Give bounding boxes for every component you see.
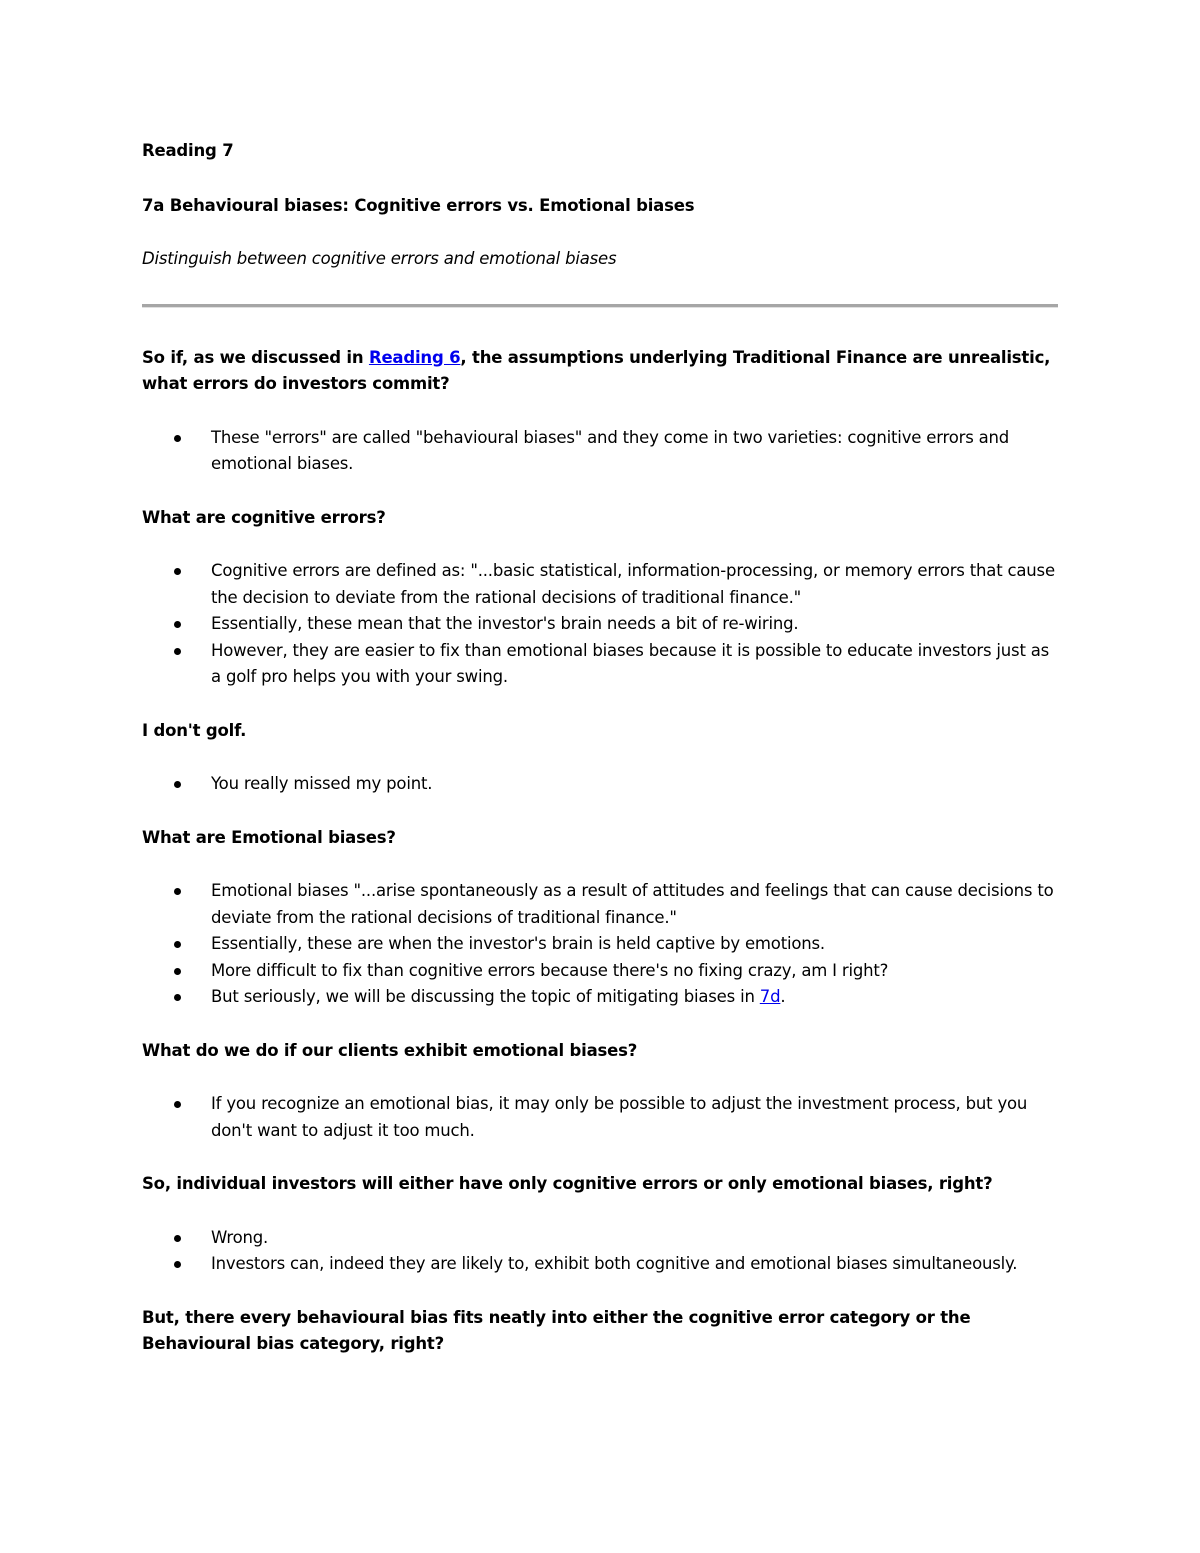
list-item — [142, 558, 1062, 611]
cognitive-bullet-list — [142, 558, 1062, 691]
list-item-text: More difficult to fix than cognitive errors because there's no fixing crazy, am I right? — [211, 960, 889, 980]
bullet-icon — [174, 1235, 181, 1242]
bullet-icon — [174, 941, 181, 948]
list-item-text: Investors can, indeed they are likely to, exhibit both cognitive and emotional biases simultaneously. — [211, 1254, 1018, 1273]
list-item — [142, 1225, 1062, 1252]
intro-bullet-list — [142, 425, 1062, 478]
bullet-icon — [174, 435, 181, 442]
section-title: 7a Behavioural biases: Cognitive errors vs. Emotional biases — [142, 195, 695, 215]
list-item-text: Essentially, these are when the investor's brain is held captive by emotions. — [211, 934, 825, 953]
bullet-icon — [174, 1261, 181, 1268]
list-item — [142, 425, 1062, 478]
list-item — [142, 1091, 1062, 1144]
list-item-text-before: But seriously, we will be discussing the topic of mitigating biases in — [211, 987, 760, 1006]
clients-bullet-list — [142, 1091, 1062, 1144]
reading-6-link[interactable]: Reading 6 — [368, 347, 461, 367]
reading-number: Reading 7 — [142, 141, 234, 160]
question-bias-category: But, there every behavioural bias fits neatly into either the cognitive error category or the Behavioural bias category, right? — [142, 1307, 971, 1353]
list-item — [142, 1251, 1062, 1278]
list-item — [142, 984, 1062, 1011]
document-page — [142, 138, 1062, 1358]
section-7d-link[interactable]: 7d — [759, 987, 781, 1006]
question-cognitive-errors: What are cognitive errors? — [142, 507, 386, 527]
list-item — [142, 771, 1062, 798]
list-item-text: You really missed my point. — [211, 774, 433, 793]
list-item-text: If you recognize an emotional bias, it may only be possible to adjust the investment process, but you don't want to adjust it too much. — [211, 1094, 1028, 1140]
list-item-text: Wrong. — [211, 1227, 269, 1247]
individual-bullet-list — [142, 1225, 1062, 1278]
list-item — [142, 878, 1062, 931]
horizontal-rule — [142, 304, 1058, 308]
bullet-icon — [174, 968, 181, 975]
intro-question-text-before: So if, as we discussed in — [142, 347, 369, 367]
list-item — [142, 958, 1062, 985]
golf-bullet-list — [142, 771, 1062, 798]
bullet-icon — [174, 621, 181, 628]
list-item — [142, 611, 1062, 638]
bullet-icon — [174, 648, 181, 655]
question-emotional-biases: What are Emotional biases? — [142, 827, 396, 847]
emotional-bullet-list — [142, 878, 1062, 1011]
bullet-icon — [174, 888, 181, 895]
list-item-text: Cognitive errors are defined as: "...basic statistical, information-processing, or memory errors that cause the decision to deviate from the rational decisions of traditional finance." — [211, 561, 1055, 607]
list-item — [142, 931, 1062, 958]
list-item-text: However, they are easier to fix than emotional biases because it is possible to educate investors just as a golf pro helps you with your swing. — [211, 640, 1050, 686]
list-item — [142, 638, 1062, 691]
question-golf: I don't golf. — [142, 720, 247, 740]
learning-objective: Distinguish between cognitive errors and emotional biases — [142, 249, 617, 268]
question-individual-investors: So, individual investors will either have only cognitive errors or only emotional biases, right? — [142, 1174, 993, 1193]
list-item-text-after: . — [780, 987, 786, 1006]
bullet-icon — [174, 781, 181, 788]
list-item-text: Essentially, these mean that the investor's brain needs a bit of re-wiring. — [211, 614, 799, 633]
intro-question-text-after: , the assumptions underlying Traditional Finance are unrealistic, what errors do investors commit? — [142, 347, 1051, 393]
list-item-text: Emotional biases "...arise spontaneously as a result of attitudes and feelings that can cause decisions to deviate from the rational decisions of traditional finance." — [211, 881, 1054, 927]
bullet-icon — [174, 994, 181, 1001]
bullet-icon — [174, 568, 181, 575]
question-clients-emotional-biases: What do we do if our clients exhibit emotional biases? — [142, 1040, 638, 1060]
bullet-icon — [174, 1101, 181, 1108]
list-item-text: These "errors" are called "behavioural biases" and they come in two varieties: cognitive errors and emotional biases. — [211, 427, 1010, 473]
intro-question — [142, 345, 1062, 398]
